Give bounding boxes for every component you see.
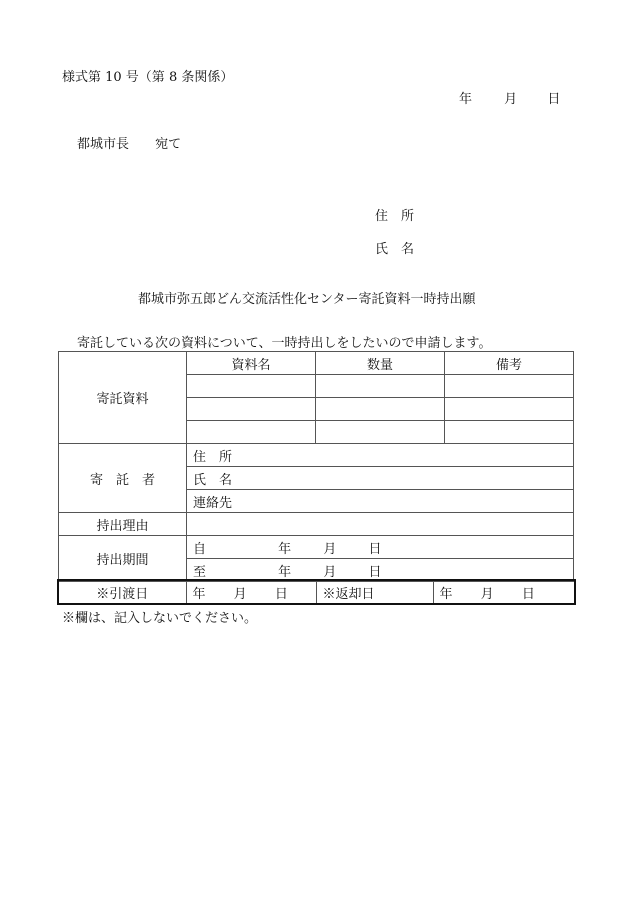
return-year: 年 — [439, 586, 453, 602]
handover-label: ※引渡日 — [58, 580, 186, 604]
item-quantity-cell[interactable] — [316, 375, 445, 398]
handover-year: 年 — [192, 586, 206, 602]
period-to-day: 日 — [368, 564, 382, 580]
depositor-contact-field[interactable]: 連絡先 — [187, 490, 574, 513]
period-to-label: 至 — [193, 564, 207, 580]
addressee-name: 都城市長 — [77, 137, 130, 152]
depositor-label: 寄 託 者 — [59, 444, 187, 513]
item-name-cell[interactable] — [187, 421, 316, 444]
return-day: 日 — [521, 586, 535, 602]
item-remarks-cell[interactable] — [445, 375, 574, 398]
period-to-month: 月 — [323, 564, 337, 580]
depositor-name-field[interactable]: 氏 名 — [187, 467, 574, 490]
applicant-address-label: 住 所 — [375, 209, 415, 224]
period-from-label: 自 — [193, 541, 207, 557]
form-title: 都城市弥五郎どん交流活性化センター寄託資料一時持出願 — [138, 292, 476, 307]
reason-label: 持出理由 — [59, 513, 187, 536]
addressee-suffix: 宛て — [155, 137, 182, 152]
date-line — [459, 88, 560, 107]
office-use-table — [57, 579, 576, 605]
depositor-address-field[interactable]: 住 所 — [187, 444, 574, 467]
handover-day: 日 — [274, 586, 288, 602]
period-from-field[interactable] — [187, 536, 574, 559]
return-label: ※返却日 — [316, 580, 433, 604]
period-label: 持出期間 — [59, 536, 187, 582]
footnote: ※欄は、記入しないでください。 — [62, 611, 258, 626]
return-month: 月 — [480, 586, 494, 602]
deposited-label: 寄託資料 — [59, 352, 187, 444]
return-date-field[interactable] — [433, 580, 575, 604]
item-quantity-cell[interactable] — [316, 421, 445, 444]
item-remarks-cell[interactable] — [445, 421, 574, 444]
intro-text: 寄託している次の資料について、一時持出しをしたいので申請します。 — [77, 336, 492, 351]
item-name-cell[interactable] — [187, 375, 316, 398]
applicant-name-label: 氏 名 — [375, 242, 415, 257]
handover-date-field[interactable] — [186, 580, 316, 604]
request-table — [58, 351, 574, 582]
period-to-year: 年 — [278, 564, 292, 580]
item-quantity-cell[interactable] — [316, 398, 445, 421]
date-year: 年 — [459, 92, 473, 107]
header-remarks: 備考 — [445, 352, 574, 375]
date-day: 日 — [547, 92, 561, 107]
handover-month: 月 — [233, 586, 247, 602]
period-from-month: 月 — [323, 541, 337, 557]
item-remarks-cell[interactable] — [445, 398, 574, 421]
header-quantity: 数量 — [316, 352, 445, 375]
period-from-year: 年 — [278, 541, 292, 557]
item-name-cell[interactable] — [187, 398, 316, 421]
header-name: 資料名 — [187, 352, 316, 375]
date-month: 月 — [504, 92, 518, 107]
period-from-day: 日 — [368, 541, 382, 557]
reason-field[interactable] — [187, 513, 574, 536]
form-number: 様式第 10 号（第 8 条関係） — [62, 70, 234, 85]
addressee — [77, 133, 181, 152]
